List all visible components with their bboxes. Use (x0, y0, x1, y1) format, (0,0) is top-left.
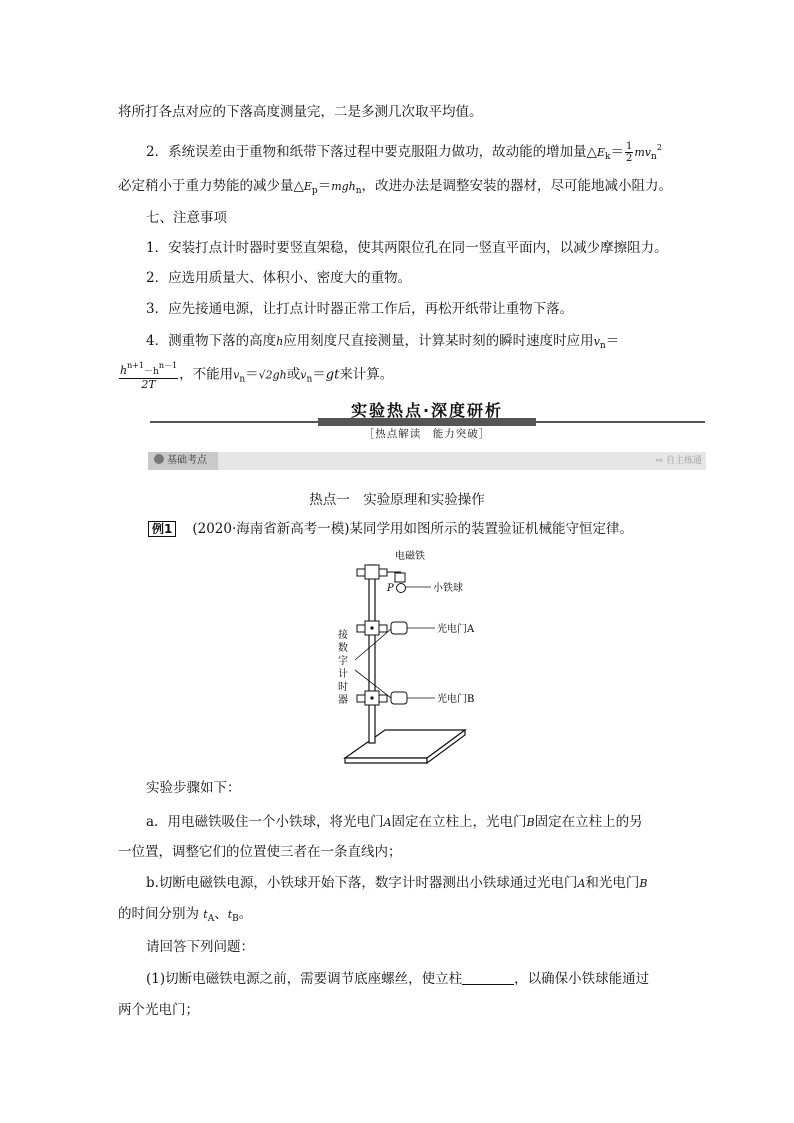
apparatus-figure (335, 545, 475, 765)
text: 2．系统误差由于重物和纸带下落过程中要克服阻力做功，故动能的增加量△ (146, 144, 597, 160)
label-ball: 小铁球 (433, 583, 463, 594)
text: 七、注意事项 (146, 210, 227, 226)
questions-intro (146, 937, 706, 957)
symbol: h (120, 364, 128, 377)
text: 固定在立柱上的另 (534, 814, 643, 830)
text: 3．应先接通电源，让打点计时器正常工作后，再松开纸带让重物下落。 (146, 301, 574, 317)
denominator: 2T (141, 378, 156, 391)
step-b-line1 (146, 873, 706, 894)
subscript: p (311, 186, 318, 196)
text-line-3 (118, 176, 678, 201)
photogate-a (391, 622, 407, 634)
text: 固定在立柱上，光电门 (391, 814, 527, 830)
hotspot-heading: 热点一 实验原理和实验操作 (309, 492, 485, 508)
pivot-a (370, 626, 373, 629)
text: 将所打各点对应的下落高度测量完，二是多测几次取平均值。 (118, 104, 483, 120)
text: ，以确保小铁球能通过 (514, 971, 650, 987)
text-line-2 (146, 138, 706, 167)
symbol: A (383, 816, 392, 829)
fraction (119, 360, 178, 390)
tab-dot-icon (154, 454, 164, 464)
symbol: v (593, 335, 600, 348)
text-line-9 (118, 360, 678, 390)
symbol: E (596, 146, 606, 159)
text: 应用刻度尺直接测量，计算某时刻的瞬时速度时应用 (283, 333, 594, 349)
example-text: (2020·海南省新高考一模)某同学用如图所示的装置验证机械能守恒定律。 (192, 521, 634, 537)
subscript: A (207, 914, 215, 924)
label-electromagnet: 电磁铁 (395, 551, 425, 562)
question-1-line2 (118, 1000, 678, 1020)
text: 的时间分别为 (118, 906, 199, 922)
symbol: mgh (331, 180, 356, 193)
pivot-b (370, 696, 373, 699)
symbol: v (300, 368, 307, 382)
symbol: t (227, 908, 233, 921)
section-heading (146, 208, 706, 228)
superscript: n+1 (127, 361, 145, 370)
symbol: h (276, 335, 284, 348)
text: 来计算。 (339, 366, 394, 383)
tab-label: 基础考点 (167, 455, 207, 466)
denominator: 2 (625, 153, 633, 164)
text: 一位置，调整它们的位置使三者在一条直线内； (118, 844, 402, 860)
question-1-line1 (146, 969, 706, 989)
label-p: P (387, 583, 394, 594)
text: 1．安装打点计时器时要竖直架稳，使其两限位孔在同一竖直平面内，以减少摩擦阻力。 (146, 240, 668, 256)
text: －h (144, 367, 159, 377)
numerator: 1 (625, 141, 633, 152)
base-edge (345, 758, 427, 763)
text: 或 (286, 366, 301, 383)
banner-subtitle: ［热点解读 能力突破］ (363, 428, 491, 440)
label-timer-4: 计 (338, 669, 348, 680)
text: 4．测重物下落的高度 (146, 333, 277, 349)
text: a．用电磁铁吸住一个小铁球，将光电门 (146, 814, 384, 830)
example-line (148, 519, 708, 539)
symbol: t (203, 908, 208, 921)
label-timer-2: 数 (338, 643, 348, 654)
subscript: n (239, 374, 246, 385)
symbol: B (639, 877, 648, 890)
label-timer-3: 字 (338, 656, 348, 667)
step-b-line2 (118, 904, 678, 929)
text-line-8 (146, 331, 706, 356)
step-a-line1 (146, 812, 706, 833)
text: ，不能用 (179, 366, 234, 383)
text: ＝ (245, 366, 259, 383)
symbol: mv (634, 146, 652, 159)
photogate-b (391, 692, 407, 704)
subscript: B (232, 914, 239, 924)
text: 、 (214, 906, 228, 922)
text: 实验步骤如下： (146, 780, 241, 796)
text: 请回答下列问题： (146, 939, 254, 955)
label-timer-6: 器 (338, 695, 348, 706)
symbol: B (526, 816, 535, 829)
label-gate-b: 光电门B (437, 694, 475, 705)
self-practice-link[interactable]: ⇨ 自主练通 (655, 456, 702, 466)
banner-title: 实验热点·深度研析 (350, 401, 504, 420)
label-timer-1: 接 (338, 630, 348, 641)
subscript: n (651, 152, 657, 162)
text: 2．应选用质量大、体积小、密度大的重物。 (146, 270, 412, 286)
text: 。 (238, 906, 253, 922)
fraction (625, 141, 633, 164)
answer-blank[interactable] (462, 970, 514, 985)
subscript: n (599, 341, 606, 351)
subscript: n (306, 374, 313, 385)
subscript: n (355, 186, 362, 196)
superscript: n－1 (158, 361, 178, 370)
text-line-6 (146, 268, 706, 288)
text: ＝ (605, 333, 620, 349)
text: (1)切断电磁铁电源之前，需要调节底座螺丝，使立柱 (146, 971, 463, 987)
text: b.切断电磁铁电源，小铁球开始下落，数字计时器测出小铁球通过光电门 (146, 875, 578, 891)
top-clamp-block (365, 565, 379, 579)
text: 两个光电门； (118, 1002, 199, 1018)
section-tab (148, 452, 218, 470)
text: ＝ (317, 178, 332, 194)
label-timer-5: 时 (338, 682, 348, 693)
sqrt-expression: √2gh (258, 368, 287, 382)
steps-intro (146, 778, 706, 798)
text: ，改进办法是调整安装的器材，尽可能地减小阻力。 (361, 178, 673, 194)
text: ＝ (610, 144, 624, 160)
superscript: 2 (656, 143, 662, 152)
upright-post (369, 565, 375, 743)
text-line-5 (146, 238, 706, 258)
text-line-7 (146, 299, 706, 319)
section-bar (148, 452, 706, 470)
symbol: v (233, 368, 240, 382)
text-line-1 (118, 102, 678, 122)
label-gate-a: 光电门A (437, 624, 475, 635)
symbol: gt (325, 367, 340, 383)
text: 必定稍小于重力势能的减少量△ (118, 178, 304, 194)
numerator (119, 360, 178, 379)
text: 和光电门 (585, 875, 640, 891)
electromagnet (395, 573, 405, 582)
symbol: E (303, 180, 312, 193)
text: ＝ (312, 366, 326, 383)
symbol: A (577, 877, 586, 890)
example-tag: 例1 (148, 521, 176, 537)
step-a-line2 (118, 842, 678, 862)
subscript: k (605, 152, 611, 162)
iron-ball (397, 584, 406, 593)
